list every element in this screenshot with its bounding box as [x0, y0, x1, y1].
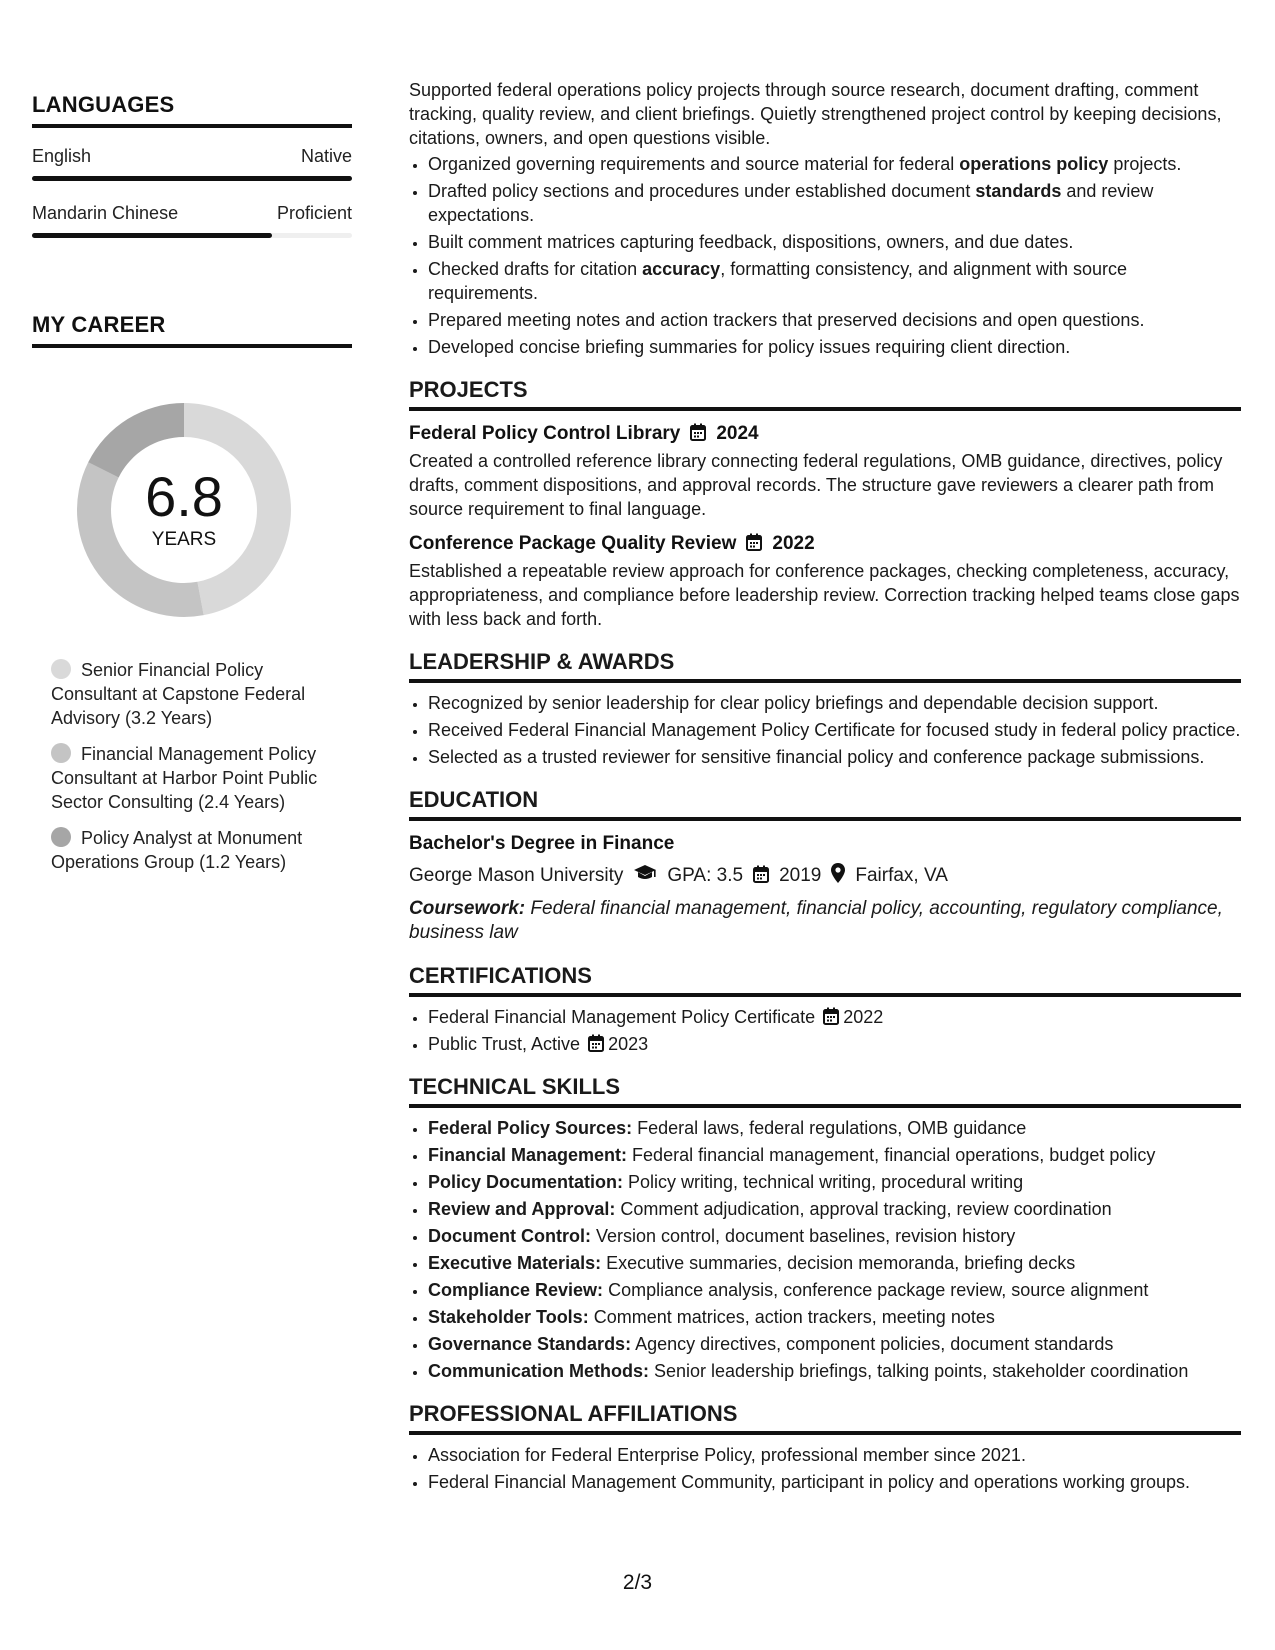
language-level: Native — [300, 146, 352, 166]
education-school: George Mason University — [409, 865, 624, 886]
bullet-text: projects. — [1108, 154, 1182, 174]
career-donut-chart — [64, 390, 304, 630]
certification-year: 2023 — [608, 1034, 649, 1054]
skill-values: Federal laws, federal regulations, OMB guidance — [632, 1118, 1027, 1138]
skill-category: Communication Methods: — [428, 1361, 649, 1381]
skill-values: Executive summaries, decision memoranda, briefing decks — [601, 1253, 1076, 1273]
experience-bullet — [428, 152, 1241, 176]
main-content — [409, 78, 1241, 1497]
career-total-value: 6.8 — [145, 465, 223, 528]
skill-category: Federal Policy Sources: — [428, 1118, 633, 1138]
experience-bullet — [428, 257, 1241, 305]
experience-bullet — [428, 308, 1241, 332]
skill-category: Compliance Review: — [428, 1280, 604, 1300]
skill-item — [428, 1143, 1241, 1167]
skill-category: Document Control: — [428, 1226, 591, 1246]
skill-category: Stakeholder Tools: — [428, 1307, 589, 1327]
career-legend-item — [51, 658, 326, 730]
certification-item — [428, 1005, 1241, 1029]
bullet-text: Drafted policy sections and procedures under established document — [428, 181, 976, 201]
skill-values: Version control, document baselines, revision history — [590, 1226, 1016, 1246]
leadership-heading: LEADERSHIP & AWARDS — [409, 649, 1241, 683]
skill-values: Policy writing, technical writing, procedural writing — [623, 1172, 1024, 1192]
education-year: 2019 — [779, 865, 822, 886]
project-year: 2024 — [716, 423, 759, 444]
skill-category: Review and Approval: — [428, 1199, 616, 1219]
career-legend-label: Senior Financial Policy Consultant at Capstone Federal Advisory (3.2 Years) — [51, 660, 306, 728]
project-item — [409, 423, 1241, 521]
affiliation-item: • Association for Federal Enterprise Policy, professional member since 2021. — [428, 1443, 1241, 1467]
education-heading: EDUCATION — [409, 787, 1241, 821]
skills-heading: TECHNICAL SKILLS — [409, 1074, 1241, 1108]
calendar-icon — [588, 1032, 604, 1056]
bullet-text: , formatting consistency, and alignment with source requirements. — [428, 259, 1128, 303]
legend-dot — [51, 827, 71, 847]
leadership-item: • Recognized by senior leadership for clear policy briefings and dependable decision support. — [428, 691, 1241, 715]
certifications-list — [409, 1005, 1241, 1056]
bullet-text: Built comment matrices capturing feedback, dispositions, owners, and due dates. — [428, 232, 1074, 252]
skill-values: Comment adjudication, approval tracking, review coordination — [615, 1199, 1112, 1219]
bullet-emphasis: operations policy — [959, 154, 1109, 174]
bullet-emphasis: accuracy — [642, 259, 721, 279]
location-pin-icon — [831, 863, 845, 889]
education-details — [409, 863, 1241, 889]
bullet-text: Organized governing requirements and source material for federal — [428, 154, 960, 174]
skill-values: Federal financial management, financial operations, budget policy — [627, 1145, 1156, 1165]
skill-item — [428, 1359, 1241, 1383]
experience-bullet — [428, 335, 1241, 359]
language-level: Proficient — [276, 203, 352, 223]
affiliations-list — [409, 1443, 1241, 1494]
leadership-item: • Selected as a trusted reviewer for sensitive financial policy and conference package submissions. — [428, 745, 1241, 769]
bullet-text: Developed concise briefing summaries for policy issues requiring client direction. — [428, 337, 1071, 357]
career-legend — [51, 658, 326, 874]
skill-item — [428, 1278, 1241, 1302]
skill-item — [428, 1251, 1241, 1275]
experience-bullet — [428, 230, 1241, 254]
certification-name: Public Trust, Active — [428, 1034, 581, 1054]
language-level-bar — [32, 233, 352, 238]
language-level-fill — [32, 176, 352, 181]
legend-dot — [51, 743, 71, 763]
project-title: Conference Package Quality Review — [409, 533, 737, 554]
skill-item — [428, 1224, 1241, 1248]
coursework-label: Coursework: — [409, 898, 526, 919]
project-title: Federal Policy Control Library — [409, 423, 681, 444]
career-total-unit: YEARS — [151, 529, 217, 550]
skill-item — [428, 1170, 1241, 1194]
calendar-icon — [690, 423, 706, 445]
skill-values: Compliance analysis, conference package review, source alignment — [603, 1280, 1149, 1300]
projects-heading: PROJECTS — [409, 377, 1241, 411]
bullet-text: and review expectations. — [428, 181, 1154, 225]
language-level-bar — [32, 176, 352, 181]
bullet-text: Prepared meeting notes and action trackers that preserved decisions and open questions. — [428, 310, 1145, 330]
education-degree: Bachelor's Degree in Finance — [409, 833, 675, 854]
calendar-icon — [746, 533, 762, 555]
skill-item — [428, 1332, 1241, 1356]
education-coursework — [409, 897, 1241, 945]
skills-list — [409, 1116, 1241, 1383]
certification-item — [428, 1032, 1241, 1056]
education-location: Fairfax, VA — [855, 865, 948, 886]
skill-category: Financial Management: — [428, 1145, 628, 1165]
affiliation-item: • Federal Financial Management Community, participant in policy and operations working groups. — [428, 1470, 1241, 1494]
skill-category: Policy Documentation: — [428, 1172, 624, 1192]
language-level-fill — [32, 233, 272, 238]
bullet-emphasis: standards — [975, 181, 1062, 201]
sidebar — [32, 92, 352, 886]
project-description: Established a repeatable review approach for conference packages, checking completeness, accuracy, appropriateness, and compliance before leadership review. Correction tracking helped teams close gaps with less back and forth. — [409, 561, 1240, 629]
affiliations-heading: PROFESSIONAL AFFILIATIONS — [409, 1401, 1241, 1435]
project-description: Created a controlled reference library connecting federal regulations, OMB guidance, directives, policy drafts, comment dispositions, and approval records. The structure gave reviewers a clearer path from source requirement to final language. — [409, 451, 1223, 519]
career-legend-label: Policy Analyst at Monument Operations Group (1.2 Years) — [51, 828, 303, 872]
certification-name: Federal Financial Management Policy Certificate — [428, 1007, 816, 1027]
skill-values: Comment matrices, action trackers, meeting notes — [588, 1307, 995, 1327]
page-number: 2/3 — [622, 1571, 653, 1594]
career-legend-item — [51, 742, 326, 814]
certifications-heading: CERTIFICATIONS — [409, 963, 1241, 997]
leadership-list — [409, 691, 1241, 769]
career-legend-label: Financial Management Policy Consultant at Harbor Point Public Sector Consulting (2.4 Years) — [51, 744, 318, 812]
calendar-icon — [823, 1005, 839, 1029]
experience-summary: Supported federal operations policy projects through source research, document drafting, comment tracking, quality review, and client briefings. Quietly strengthened project control by keeping decisions, citations, owners, and open questions visible. — [409, 80, 1222, 148]
calendar-icon — [753, 865, 769, 887]
languages-heading: LANGUAGES — [32, 92, 352, 128]
experience-bullet — [428, 179, 1241, 227]
language-item — [32, 146, 352, 181]
career-legend-item — [51, 826, 326, 874]
career-heading: MY CAREER — [32, 312, 352, 348]
language-name: English — [32, 146, 92, 166]
skill-category: Executive Materials: — [428, 1253, 602, 1273]
language-name: Mandarin Chinese — [32, 203, 179, 223]
skill-item — [428, 1116, 1241, 1140]
coursework-text: Federal financial management, financial policy, accounting, regulatory compliance, business law — [409, 898, 1223, 943]
skill-category: Governance Standards: — [428, 1334, 632, 1354]
project-year: 2022 — [772, 533, 815, 554]
education-gpa: GPA: 3.5 — [667, 865, 744, 886]
legend-dot — [51, 659, 71, 679]
graduation-cap-icon — [633, 864, 657, 888]
leadership-item: • Received Federal Financial Management Policy Certificate for focused study in federal policy practice. — [428, 718, 1241, 742]
skill-item — [428, 1305, 1241, 1329]
certification-year: 2022 — [843, 1007, 884, 1027]
language-item — [32, 203, 352, 238]
project-item — [409, 533, 1241, 631]
experience-bullets — [409, 152, 1241, 359]
bullet-text: Checked drafts for citation — [428, 259, 643, 279]
skill-item — [428, 1197, 1241, 1221]
skill-values: Agency directives, component policies, document standards — [631, 1334, 1114, 1354]
skill-values: Senior leadership briefings, talking points, stakeholder coordination — [649, 1361, 1189, 1381]
